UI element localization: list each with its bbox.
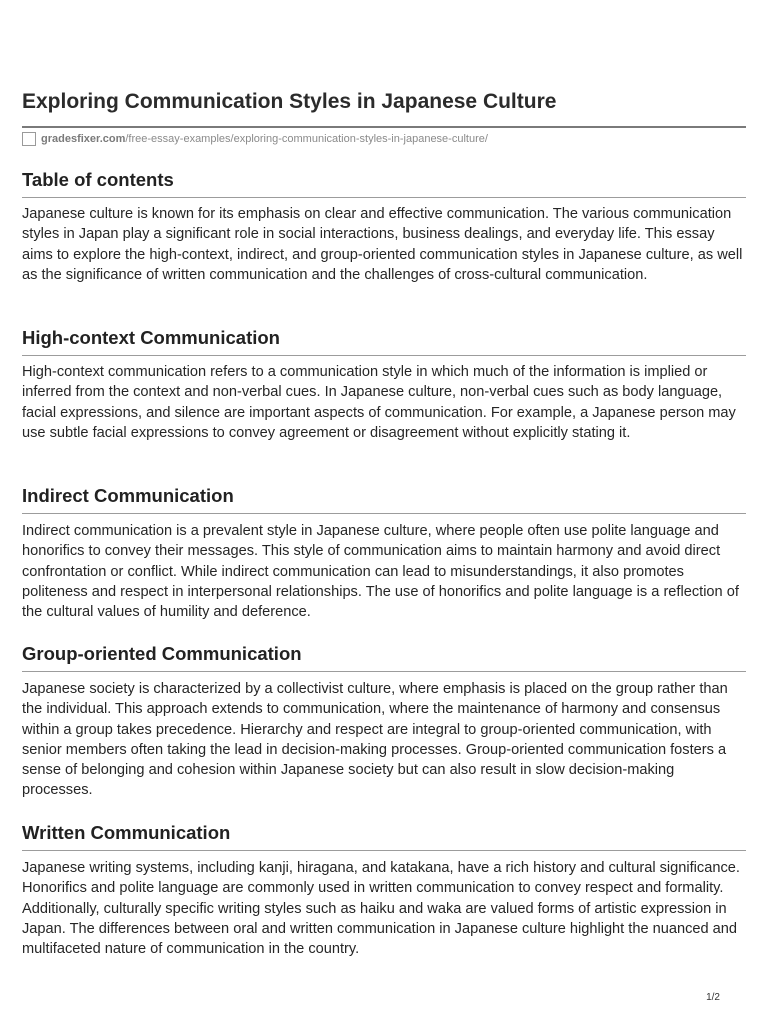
source-domain: gradesfixer.com xyxy=(41,133,126,145)
section-body-group-oriented: Japanese society is characterized by a collectivist culture, where emphasis is placed on the group rather than the individual. This approach extends to communication, where the maintenance of harmony and consensus within a group takes precedence. Hierarchy and respect are integral to group-oriented communication, with senior members often taking the lead in decision-making processes. Group-oriented communication fosters a sense of belonging and cohesion within Japanese society but can also result in slow decision-making processes. xyxy=(22,681,728,799)
source-path: /free-essay-examples/exploring-communication-styles-in-japanese-culture/ xyxy=(125,133,488,145)
page-number: 1/2 xyxy=(706,992,720,1003)
section-body-high-context: High-context communication refers to a communication style in which much of the information is implied or inferred from the context and non-verbal cues. In Japanese culture, non-verbal cues such as body language, facial expressions, and silence are important aspects of communication. For example, a Japanese person may use subtle facial expressions to convey agreement or disagreement without explicitly stating it. xyxy=(22,364,736,441)
section-body-written: Japanese writing systems, including kanji, hiragana, and katakana, have a rich history and cultural significance. Honorifics and polite language are commonly used in written communication to convey respect and formality. Additionally, culturally specific writing styles such as haiku and waka are valued forms of artistic expression in Japan. The differences between oral and written communication in Japanese culture highlight the nuanced and multifaceted nature of communication in the country. xyxy=(22,860,740,958)
page-icon xyxy=(22,132,36,146)
section-heading-high-context: High-context Communication xyxy=(22,327,280,348)
section-divider xyxy=(22,513,746,514)
section-divider xyxy=(22,355,746,356)
section-body-indirect: Indirect communication is a prevalent style in Japanese culture, where people often use polite language and honorifics to convey their messages. This style of communication aims to maintain harmony and avoid direct confrontation or conflict. While indirect communication can lead to misunderstandings, it also promotes politeness and respect in interpersonal relationships. The use of honorifics and polite language is a reflection of the cultural values of humility and deference. xyxy=(22,523,739,621)
section-body-intro: Japanese culture is known for its emphasis on clear and effective communication. The various communication styles in Japan play a significant role in social interactions, business dealings, and everyday life. This essay aims to explore the high-context, indirect, and group-oriented communication styles in Japanese culture, as well as the significance of written communication and the challenges of cross-cultural communication. xyxy=(22,206,743,283)
section-divider xyxy=(22,671,746,672)
section-heading-table-of-contents: Table of contents xyxy=(22,169,174,190)
section-divider xyxy=(22,850,746,851)
source-url[interactable] xyxy=(41,133,488,145)
title-divider xyxy=(22,126,746,128)
section-heading-group-oriented: Group-oriented Communication xyxy=(22,643,302,664)
document-title: Exploring Communication Styles in Japanese Culture xyxy=(22,90,557,113)
source-link[interactable] xyxy=(22,131,488,147)
section-heading-written: Written Communication xyxy=(22,822,231,843)
section-heading-indirect: Indirect Communication xyxy=(22,485,234,506)
section-divider xyxy=(22,197,746,198)
